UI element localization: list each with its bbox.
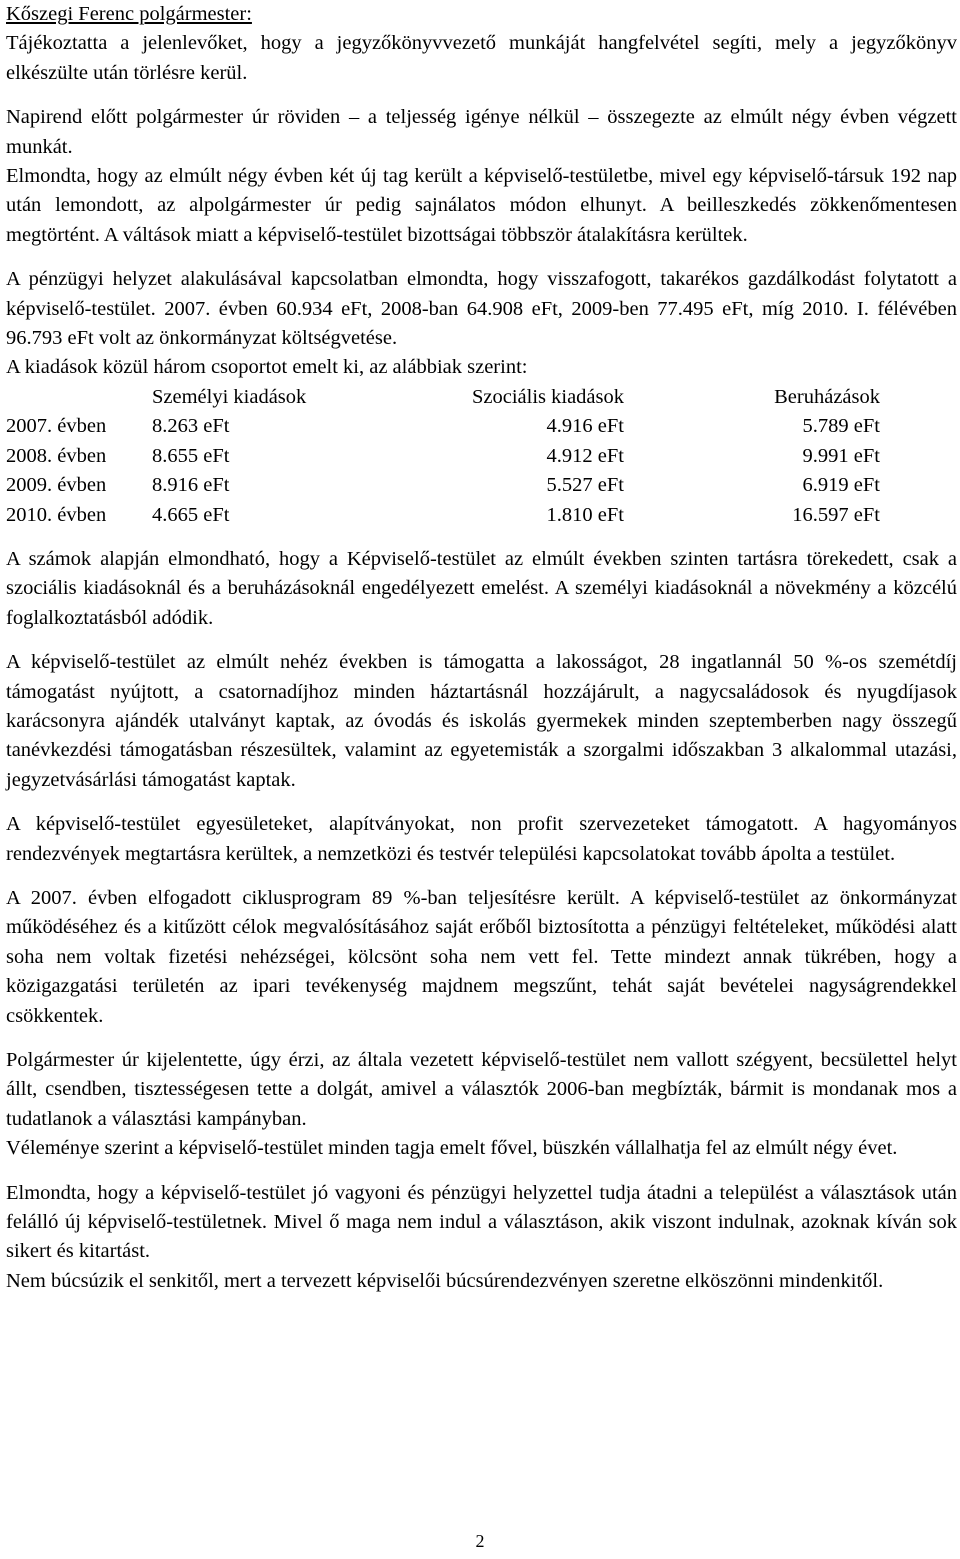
paragraph-recording-notice: Tájékoztatta a jelenlevőket, hogy a jegyzőkönyvvezető munkáját hangfelvétel segíti, mely a jegyzőkönyv elkészülte után törlésre kerül. <box>6 32 957 84</box>
document-page <box>6 0 957 1296</box>
paragraph-handover: Elmondta, hogy a képviselő-testület jó vagyoni és pénzügyi helyzettel tudja átadni a települést a választások után felálló új képviselő-testületnek. Mivel ő maga nem indul a választáson, akik viszont indulnak, azoknak kíván sok sikert és kitartást. <box>6 1181 957 1263</box>
spacer <box>6 869 957 884</box>
table-row <box>6 442 880 471</box>
table-cell-personal: 8.655 eFt <box>152 444 230 467</box>
paragraph-organizations: A képviselő-testület egyesületeket, alapítványokat, non profit szervezeteket támogatott. A hagyományos rendezvények megtartásra kerültek, a nemzetközi és testvér települési kapcsolatokat tovább ápolta a testület. <box>6 813 957 865</box>
table-row <box>6 501 880 530</box>
spacer <box>6 1031 957 1046</box>
table-header-investment: Beruházások <box>774 385 880 408</box>
paragraph-mayor-statement: Polgármester úr kijelentette, úgy érzi, az általa vezetett képviselő-testület nem vallott szégyent, becsülettel helyt állt, csendben, tisztességesen tette a dolgát, amivel a választók 2006-ban megbízták, bármit is mondanak mos a tudatlanok a választási kampányban. <box>6 1049 957 1130</box>
paragraph-expense-intro: A kiadások közül három csoportot emelt ki, az alábbiak szerint: <box>6 356 528 379</box>
table-cell-year: 2008. évben <box>6 444 107 467</box>
table-cell-investment: 6.919 eFt <box>802 474 880 497</box>
table-row <box>6 471 880 500</box>
table-cell-investment: 16.597 eFt <box>792 503 880 526</box>
table-header-empty <box>6 383 152 412</box>
speaker-heading: Kőszegi Ferenc polgármester: <box>6 3 252 25</box>
table-cell-social: 4.912 eFt <box>546 444 624 467</box>
paragraph-public-support: A képviselő-testület az elmúlt nehéz években is támogatta a lakosságot, 28 ingatlannál 50 %-os szemétdíj támogatást nyújtott, a csatornadíjhoz minden háztartásnál hozzájárult, a nagycsaládosok és nyugdíjasok karácsonyra ajándék utalványt kaptak, az óvodás és iskolás gyermekek minden szeptemberben nagy összegű tanévkezdési támogatásban részesültek, valamint az egyetemisták a szorgalmi időszakban 3 alkalommal utazási, jegyzetvásárlási támogatást kaptak. <box>6 651 957 791</box>
table-cell-investment: 5.789 eFt <box>802 415 880 438</box>
table-cell-social: 4.916 eFt <box>546 415 624 438</box>
table-header-row <box>6 383 880 412</box>
table-cell-year: 2010. évben <box>6 503 107 526</box>
table-cell-social: 5.527 eFt <box>546 474 624 497</box>
paragraph-agenda-summary: Napirend előtt polgármester úr röviden – a teljesség igénye nélkül – összegezte az elmúlt négy évben végzett munkát. <box>6 106 957 158</box>
page-number: 2 <box>475 1531 485 1551</box>
spacer <box>6 250 957 265</box>
spacer <box>6 530 957 545</box>
spacer <box>6 633 957 648</box>
expenses-table <box>6 383 880 530</box>
paragraph-cycle-program: A 2007. évben elfogadott ciklusprogram 89 %-ban teljesítésre került. A képviselő-testület az önkormányzat működéséhez és a kitűzött célok megvalósításához saját erőből biztosította a pénzügyi feltételeket, működési alatt soha nem voltak fizetési nehézségei, kölcsönt soha nem vett fel. Tette mindezt annak tükrében, hogy a közigazgatási területén az ipari tevékenység majdnem megszűnt, tehát saját bevételei nagyságrendekkel csökkentek. <box>6 886 957 1027</box>
paragraph-numbers-conclusion: A számok alapján elmondható, hogy a Képviselő-testület az elmúlt években szinten tartásra törekedett, csak a szociális kiadásoknál és a beruházásoknál engedélyezett emelést. A személyi kiadásoknál a növekmény a közcélú foglalkoztatásból adódik. <box>6 547 957 629</box>
spacer <box>6 795 957 810</box>
table-cell-personal: 4.665 eFt <box>152 503 230 526</box>
paragraph-members-change: Elmondta, hogy az elmúlt négy évben két új tag került a képviselő-testületbe, mivel egy képviselő-társuk 192 nap után lemondott, az alpolgármester úr pedig sajnálatos módon elhunyt. A beilleszkedés zökkenőmentesen megtörtént. A váltások miatt a képviselő-testület bizottságai többször átalakításra kerültek. <box>6 165 957 246</box>
paragraph-opinion: Véleménye szerint a képviselő-testület minden tagja emelt fővel, büszkén vállalhatja fel az elmúlt négy évet. <box>6 1137 898 1160</box>
table-cell-investment: 9.991 eFt <box>802 444 880 467</box>
table-cell-personal: 8.916 eFt <box>152 474 230 497</box>
paragraph-finances: A pénzügyi helyzet alakulásával kapcsolatban elmondta, hogy visszafogott, takarékos gazdálkodást folytatott a képviselő-testület. 2007. évben 60.934 eFt, 2008-ban 64.908 eFt, 2009-ben 77.495 eFt, míg 2010. I. félévében 96.793 eFt volt az önkormányzat költségvetése. <box>6 268 957 350</box>
spacer <box>6 1164 957 1179</box>
table-cell-year: 2009. évben <box>6 474 107 497</box>
table-header-personal: Személyi kiadások <box>152 385 307 408</box>
spacer <box>6 88 957 103</box>
paragraph-farewell: Nem búcsúzik el senkitől, mert a tervezett képviselői búcsúrendezvényen szeretne elköszönni mindenkitől. <box>6 1269 884 1292</box>
table-cell-social: 1.810 eFt <box>546 503 624 526</box>
table-cell-year: 2007. évben <box>6 415 107 438</box>
table-header-social: Szociális kiadások <box>471 385 624 408</box>
table-row <box>6 412 880 441</box>
table-cell-personal: 8.263 eFt <box>152 415 230 438</box>
